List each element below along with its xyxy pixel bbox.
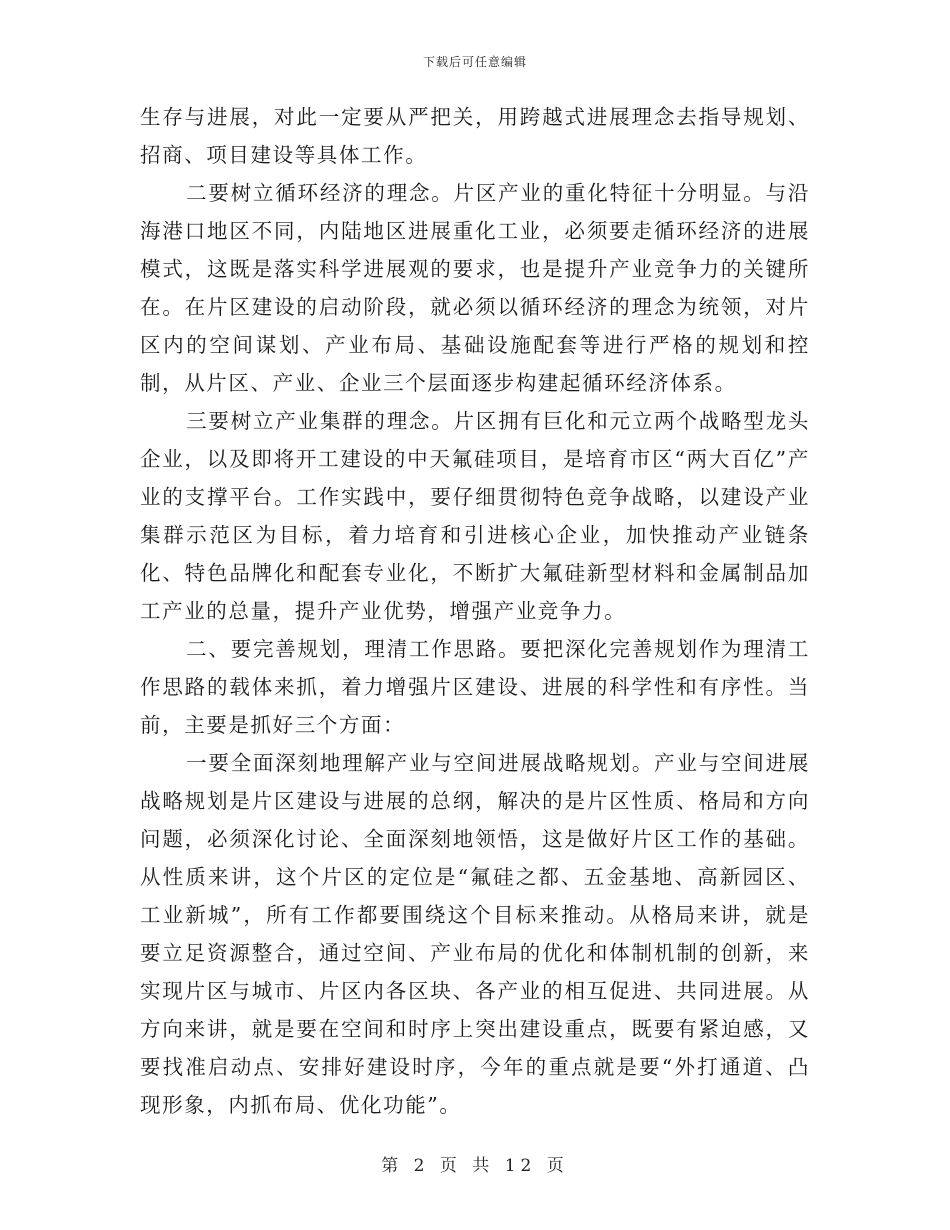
paragraph-circular-economy: 二要树立循环经济的理念。片区产业的重化特征十分明显。与沿海港口地区不同，内陆地区进展重化工业，必须要走循环经济的进展模式，这既是落实科学进展观的要求，也是提升产业竞争力的关键所在。在片区建设的启动阶段，就必须以循环经济的理念为统领，对片区内的空间谋划、产业布局、基础设施配套等进行严格的规划和控制，从片区、产业、企业三个层面逐步构建起循环经济体系。 (140, 181, 810, 395)
paragraph-strategic-plan: 一要全面深刻地理解产业与空间进展战略规划。产业与空间进展战略规划是片区建设与进展的总纲，解决的是片区性质、格局和方向问题，必须深化讨论、全面深刻地领悟，这是做好片区工作的基础。从性质来讲，这个片区的定位是“氟硅之都、五金基地、高新园区、工业新城”，所有工作都要围绕这个目标来推动。从格局来讲，就是要立足资源整合，通过空间、产业布局的优化和体制机制的创新，来实现片区与城市、片区内各区块、各产业的相互促进、共同进展。从方向来讲，就是要在空间和时序上突出建设重点，既要有紧迫感，又要找准启动点、安排好建设时序，今年的重点就是要“外打通道、凸现形象，内抓布局、优化功能”。 (140, 751, 810, 1117)
paragraph-improve-planning: 二、要完善规划，理清工作思路。要把深化完善规划作为理清工作思路的载体来抓，着力增强片区建设、进展的科学性和有序性。当前，主要是抓好三个方面： (140, 637, 810, 737)
paragraph-continuation: 生存与进展，对此一定要从严把关，用跨越式进展理念去指导规划、招商、项目建设等具体工作。 (140, 105, 810, 167)
paragraph-industrial-cluster: 三要树立产业集群的理念。片区拥有巨化和元立两个战略型龙头企业，以及即将开工建设的中天氟硅项目，是培育市区“两大百亿”产业的支撑平台。工作实践中，要仔细贯彻特色竞争战略，以建设产业集群示范区为目标，着力培育和引进核心企业，加快推动产业链条化、特色品牌化和配套专业化，不断扩大氟硅新型材料和金属制品加工产业的总量，提升产业优势，增强产业竞争力。 (140, 409, 810, 623)
header-note: 下载后可任意编辑 (422, 55, 527, 69)
document-body (140, 98, 810, 1124)
page-number-footer: 第 2 页 共 12 页 (381, 1156, 569, 1176)
